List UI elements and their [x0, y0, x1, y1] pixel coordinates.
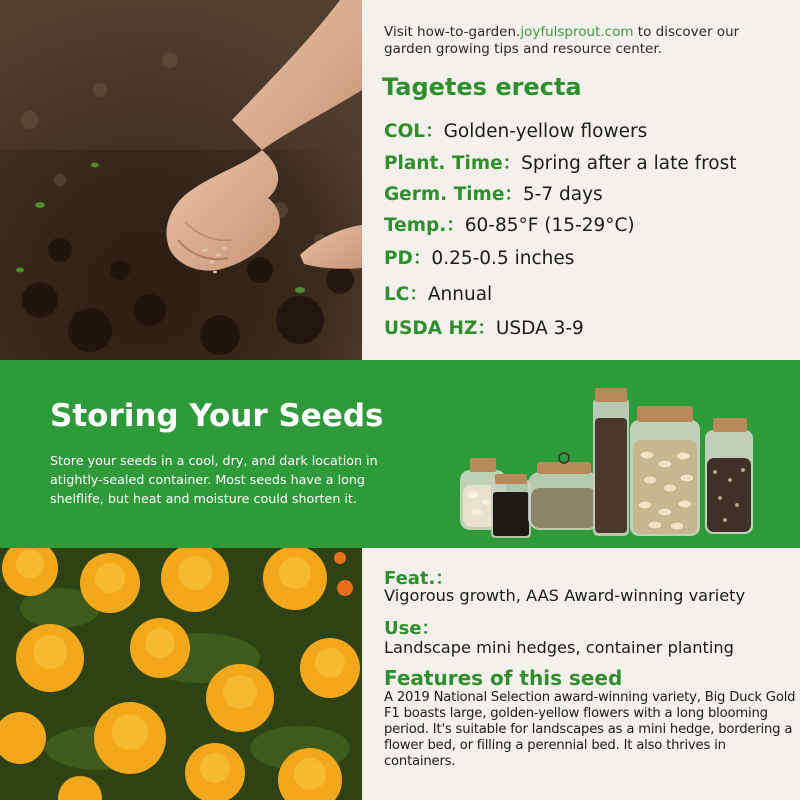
spec-temperature: [384, 211, 635, 237]
spec-label: LC：: [384, 284, 428, 305]
plant-name-heading: Tagetes erecta: [382, 73, 582, 101]
spec-life-cycle: [384, 280, 492, 306]
marigold-flowers-image: [0, 548, 362, 800]
spec-label: Plant. Time：: [384, 153, 522, 174]
spec-label: COL：: [384, 121, 444, 142]
spec-label: Temp.：: [384, 215, 465, 236]
soil-hand-photo: [0, 0, 362, 360]
spec-planting-depth: [384, 244, 574, 270]
use-value: Landscape mini hedges, container planting: [384, 638, 734, 657]
spec-label: Germ. Time：: [384, 184, 523, 205]
visit-prefix: Visit how-to-garden.: [384, 24, 521, 40]
spec-value: Spring after a late frost: [521, 153, 737, 174]
seed-features-panel: [362, 548, 800, 800]
visit-site-text: [384, 24, 784, 58]
features-description: A 2019 National Selection award-winning variety, Big Duck Gold F1 boasts large, golden-yellow flowers with a long blooming period. It's suitable for landscapes as a mini hedge, bordering a flower bed, or filling a perennial bed. It also thrives in containers.: [384, 690, 796, 769]
feat-label: Feat.：: [384, 568, 454, 589]
marigold-photo: [0, 548, 362, 800]
use-label: Use：: [384, 618, 440, 639]
plant-info-panel: [362, 0, 800, 360]
banner-heading: Storing Your Seeds: [50, 398, 384, 434]
spec-value: Annual: [427, 284, 493, 305]
seed-jars-image: [455, 380, 775, 540]
storing-seeds-banner: [0, 360, 800, 548]
site-link[interactable]: joyfulsprout.com: [520, 24, 634, 40]
feat-value: Vigorous growth, AAS Award-winning variety: [384, 586, 746, 605]
spec-label: USDA HZ：: [384, 318, 496, 339]
spec-value: 5-7 days: [522, 184, 603, 205]
spec-color: [384, 117, 647, 143]
spec-label: PD：: [384, 248, 432, 269]
spec-value: Golden-yellow flowers: [443, 121, 648, 142]
spec-germ-time: [384, 180, 603, 206]
spec-value: 0.25-0.5 inches: [431, 248, 575, 269]
spec-value: USDA 3-9: [495, 318, 584, 339]
hand-sowing-seeds-image: [0, 0, 362, 360]
features-heading: Features of this seed: [384, 666, 623, 690]
banner-description: Store your seeds in a cool, dry, and dark location in atightly-sealed container. Most seeds have a long shelflife, but heat and moisture could shorten it.: [50, 453, 378, 506]
spec-usda-zone: [384, 314, 584, 340]
spec-value: 60-85°F (15-29°C): [464, 215, 635, 236]
spec-plant-time: [384, 149, 737, 175]
visit-suffix: to discover our garden growing tips and resource center.: [384, 24, 740, 57]
